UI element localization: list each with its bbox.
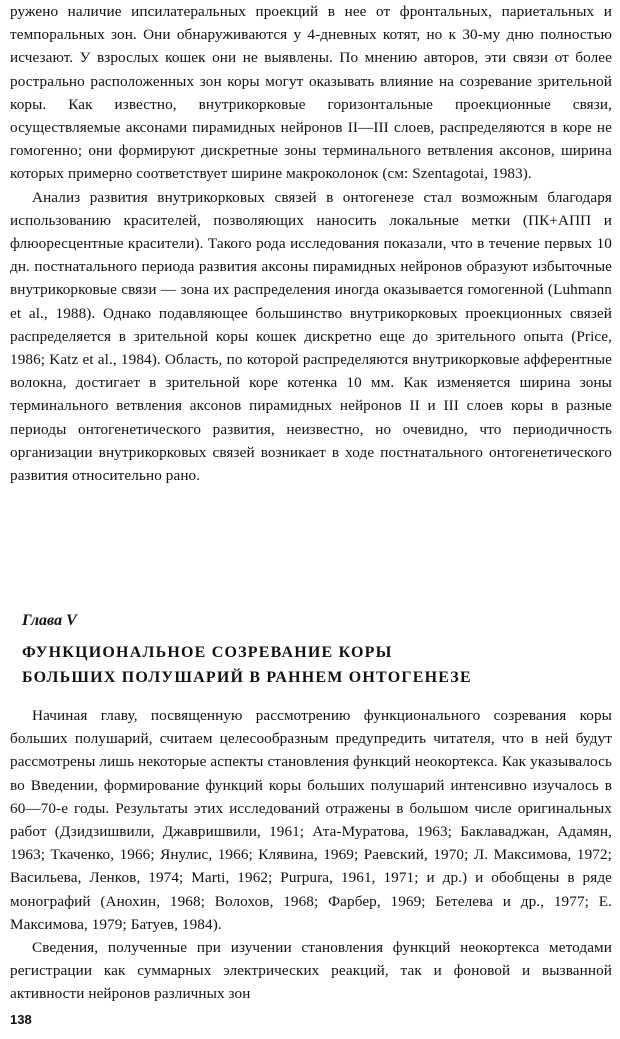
paragraph: Анализ развития внутрикорковых связей в онтогенезе стал возможным благодаря использованию красителей, позволяющих наносить локальные метки (ПК+АПП и флюоресцентные красители). Такого рода исследования показали, что в течение первых 10 дн. постнатального периода развития аксоны пирамидных нейронов образуют избыточные внутрикорковые связи — зона их распределения иногда оказывается гомогенной (Luhmann et al., 1988). Однако подавляющее большинство внутрикорковых проекционных связей распределяется в зрительной коры кошек дискретно еще до зрительного опыта (Price, 1986; Katz et al., 1984). Область, по которой распределяются внутрикорковые афферентные волокна, достигает в зрительной коре котенка 10 мм. Как изменяется ширина зоны терминального ветвления аксонов пирамидных нейронов II и III слоев коры в разные периоды онтогенетического развития, неизвестно, но очевидно, что периодичность организации внутрикорковых связей возникает в ходе постнатального онтогенетического развития относительно рано. xyxy=(10,188,612,485)
page-number: 138 xyxy=(10,1012,32,1027)
paragraph: Начиная главу, посвященную рассмотрению функционального созревания коры больших полушарий, считаем целесообразным предупредить читателя, что в ней будут рассмотрены лишь некоторые аспекты становления функций неокортекса. Как указывалось во Введении, формирование функций коры больших полушарий интенсивно изучалось в 60—70-е годы. Результаты этих исследований отражены в большом числе оригинальных работ (Дзидзишвили, Джавришвили, 1961; Ата-Муратова, 1963; Баклаваджан, Адамян, 1963; Ткаченко, 1966; Янулис, 1966; Клявина, 1969; Раевский, 1970; Л. Максимова, 1972; Васильева, Ленков, 1974; Marti, 1962; Purpura, 1961, 1971; и др.) и обобщены в ряде монографий (Анохин, 1968; Волохов, 1968; Фарбер, 1969; Бетелева и др., 1977; Е. Максимова, 1979; Батуев, 1984). xyxy=(10,707,612,933)
chapter-title-line: ФУНКЦИОНАЛЬНОЕ СОЗРЕВАНИЕ КОРЫ xyxy=(22,644,393,661)
chapter-title-line: БОЛЬШИХ ПОЛУШАРИЙ В РАННЕМ ОНТОГЕНЕЗЕ xyxy=(22,669,472,686)
text-block-bottom xyxy=(10,704,612,1006)
chapter-label: Глава V xyxy=(22,612,77,629)
text-block-top xyxy=(10,0,612,487)
paragraph: ружено наличие ипсилатеральных проекций в нее от фронтальных, париетальных и темпоральных зон. Они обнаруживаются у 4-дневных котят, но к 30-му дню полностью исчезают. У взрослых кошек они не выявлены. По мнению авторов, эти связи от более рострально расположенных зон коры могут оказывать влияние на созревание зрительной коры. Как известно, внутрикорковые горизонтальные проекционные связи, осуществляемые аксонами пирамидных нейронов II—III слоев, распределяются в коре не гомогенно; они формируют дискретные зоны терминального ветвления аксонов, ширина которых примерно соответствует ширине макроколонок (см: Szentagotai, 1983). xyxy=(10,3,612,183)
chapter-title xyxy=(22,640,600,690)
paragraph: Сведения, полученные при изучении становления функций неокортекса методами регистрации как суммарных электрических реакций, так и фоновой и вызванной активности нейронов различных зон xyxy=(10,939,612,1003)
